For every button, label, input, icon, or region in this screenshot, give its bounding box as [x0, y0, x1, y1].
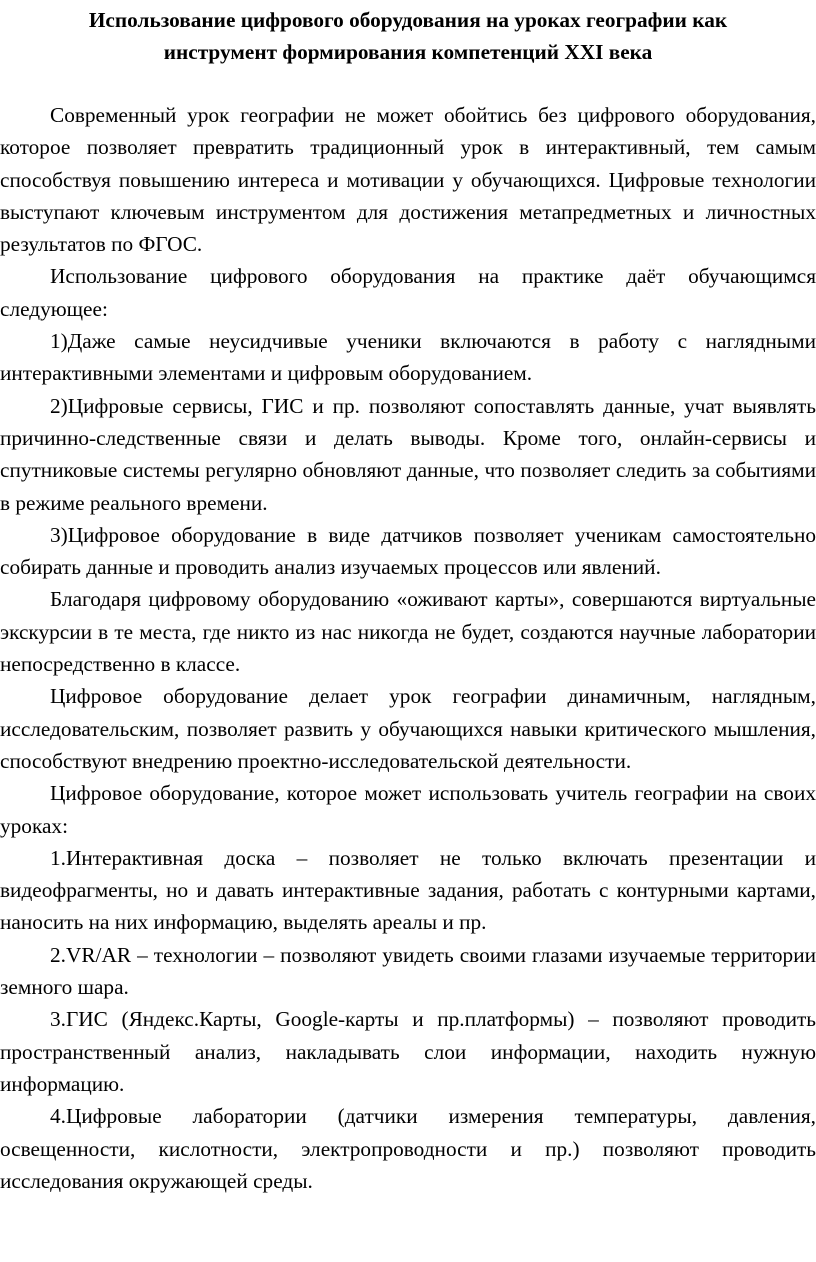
paragraph-maps: Благодаря цифровому оборудованию «оживают карты», совершаются виртуальные экскурсии в те места, где никто из нас никогда не будет, создаются научные лаборатории непосредственно в классе.: [0, 587, 816, 677]
paragraph-equipment-2: 2.VR/AR – технологии – позволяют увидеть своими глазами изучаемые территории земного шара.: [0, 942, 816, 1000]
document-title-line: инструмент формирования компетенций XXI века: [163, 40, 653, 64]
paragraph-benefit-1: 1)Даже самые неусидчивые ученики включаются в работу с наглядными интерактивными элементами и цифровым оборудованием.: [0, 329, 816, 386]
paragraph-benefit-2: 2)Цифровые сервисы, ГИС и пр. позволяют сопоставлять данные, учат выявлять причинно-следственные связи и делать выводы. Кроме того, онлайн-сервисы и спутниковые системы регулярно обновляют данные, что позволяет следить за событиями в режиме реального времени.: [0, 393, 816, 515]
document-title-line: Использование цифрового оборудования на уроках географии как: [88, 8, 728, 32]
paragraph-equipment-4: 4.Цифровые лаборатории (датчики измерения температуры, давления, освещенности, кислотности, электропроводности и пр.) позволяют проводить исследования окружающей среды.: [0, 1104, 816, 1193]
paragraph-equipment-lead: Цифровое оборудование, которое может использовать учитель географии на своих уроках:: [0, 781, 816, 838]
paragraph-benefit-3: 3)Цифровое оборудование в виде датчиков позволяет ученикам самостоятельно собирать данные и проводить анализ изучаемых процессов или явлений.: [0, 522, 816, 580]
paragraph-dynamic-lesson: Цифровое оборудование делает урок географии динамичным, наглядным, исследовательским, позволяет развить у обучающихся навыки критического мышления, способствуют внедрению проектно-исследовательской деятельности.: [0, 684, 816, 773]
document-title: [0, 4, 816, 68]
paragraph-equipment-1: 1.Интерактивная доска – позволяет не только включать презентации и видеофрагменты, но и давать интерактивные задания, работать с контурными картами, наносить на них информацию, выделять ареалы и пр.: [0, 845, 816, 935]
paragraph-intro: Современный урок географии не может обойтись без цифрового оборудования, которое позволяет превратить традиционный урок в интерактивный, тем самым способствуя повышению интереса и мотивации у обучающихся. Цифровые технологии выступают ключевым инструментом для достижения метапредметных и личностных результатов по ФГОС.: [0, 103, 816, 257]
paragraph-benefits-lead: Использование цифрового оборудования на практике даёт обучающимся следующее:: [0, 264, 816, 321]
title-spacer: [0, 68, 816, 99]
paragraph-equipment-3: 3.ГИС (Яндекс.Карты, Google-карты и пр.платформы) – позволяют проводить пространственный анализ, накладывать слои информации, находить нужную информацию.: [0, 1007, 816, 1096]
